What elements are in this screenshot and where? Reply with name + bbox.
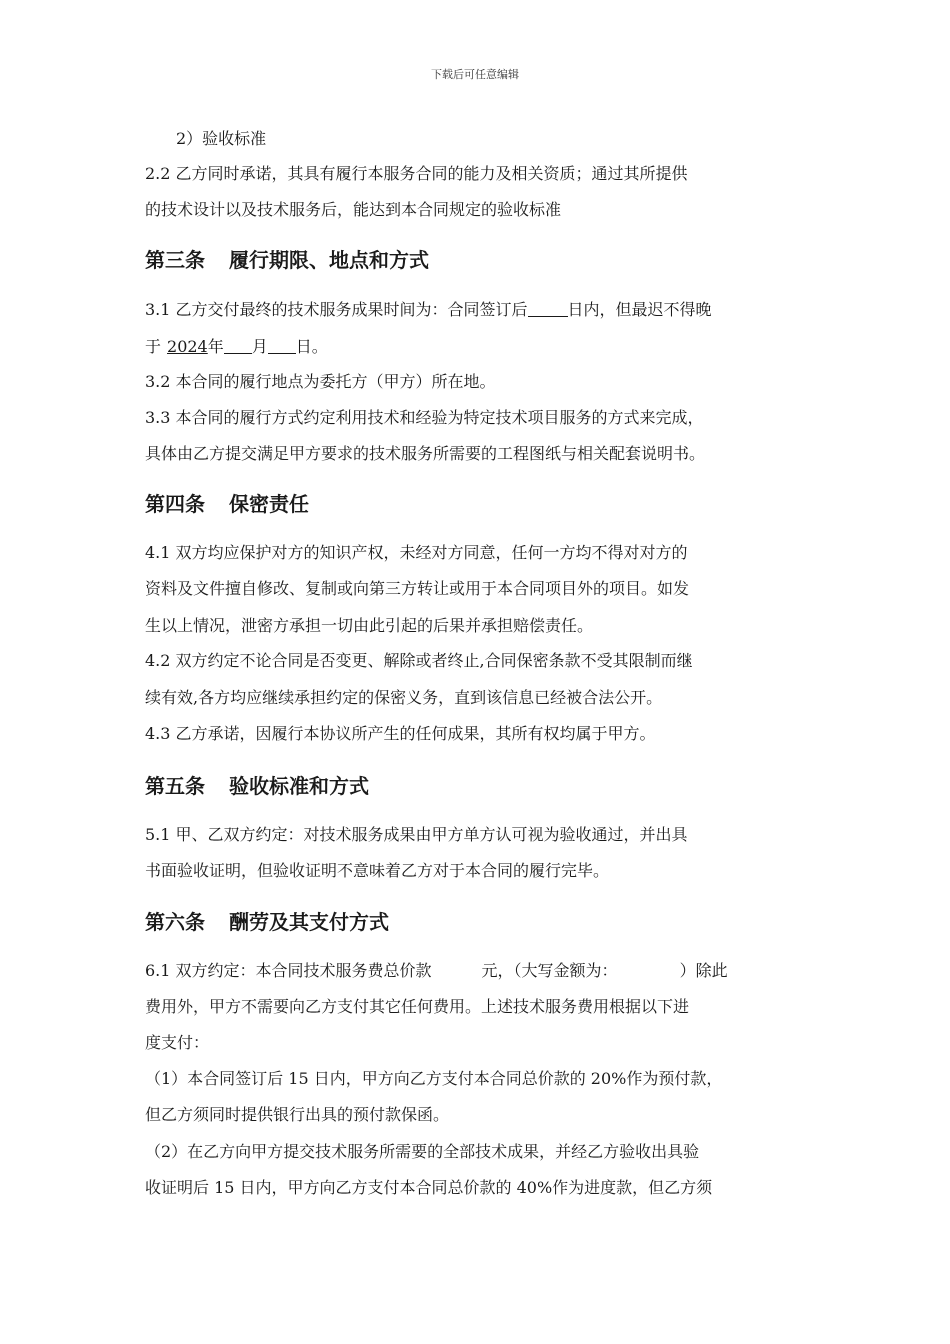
section-title: 酬劳及其支付方式 [229,910,389,934]
section-heading-5 [145,773,369,799]
page-header: 下载后可任意编辑 [431,68,519,81]
text-line [145,960,728,982]
text-line: （1）本合同签订后 15 日内，甲方向乙方支付本合同总价款的 20%作为预付款， [145,1069,723,1088]
section-heading-6 [145,909,389,935]
text-line: 的技术设计以及技术服务后，能达到本合同规定的验收标准 [145,200,562,219]
text-segment: 于 [145,337,162,356]
text-segment: 3.1 乙方交付最终的技术服务成果时间为：合同签订后 [145,300,528,319]
text-line: 费用外，甲方不需要向乙方支付其它任何费用。上述技术服务费用根据以下进 [145,997,690,1016]
section-title: 保密责任 [229,492,309,516]
text-line: 2.2 乙方同时承诺，其具有履行本服务合同的能力及相关资质；通过其所提供 [145,164,688,183]
section-title: 验收标准和方式 [229,774,369,798]
fill-blank [528,300,568,317]
text-segment: 日内，但最迟不得晚 [567,300,712,319]
text-segment: 日。 [295,337,328,356]
text-line: 3.2 本合同的履行地点为委托方（甲方）所在地。 [145,372,496,391]
text-line: 2）验收标准 [176,129,267,148]
section-number: 第五条 [145,774,205,798]
text-line: 资料及文件擅自修改、复制或向第三方转让或用于本合同项目外的项目。如发 [145,579,690,598]
text-line: 书面验收证明，但验收证明不意味着乙方对于本合同的履行完毕。 [145,861,610,880]
section-number: 第四条 [145,492,205,516]
text-line: 5.1 甲、乙双方约定：对技术服务成果由甲方单方认可视为验收通过，并出具 [145,825,688,844]
section-heading-3 [145,247,429,273]
text-segment: 月 [251,337,268,356]
text-segment: 年 [207,337,224,356]
text-line: 4.2 双方约定不论合同是否变更、解除或者终止,合同保密条款不受其限制而继 [145,651,693,670]
year-value: 2024 [167,337,208,356]
section-heading-4 [145,491,309,517]
text-line: 3.3 本合同的履行方式约定利用技术和经验为特定技术项目服务的方式来完成， [145,408,704,427]
text-line [145,336,328,358]
text-line: 4.1 双方均应保护对方的知识产权，未经对方同意，任何一方均不得对对方的 [145,543,688,562]
text-line: 具体由乙方提交满足甲方要求的技术服务所需要的工程图纸与相关配套说明书。 [145,444,706,463]
fill-blank [224,337,252,354]
text-line [145,299,712,321]
text-line: 生以上情况，泄密方承担一切由此引起的后果并承担赔偿责任。 [145,616,594,635]
text-line: 续有效,各方均应继续承担约定的保密义务，直到该信息已经被合法公开。 [145,688,663,707]
fill-blank [268,337,296,354]
text-segment: ）除此 [679,961,728,980]
text-line: （2）在乙方向甲方提交技术服务所需要的全部技术成果，并经乙方验收出具验 [145,1142,700,1161]
text-line: 度支付： [145,1033,210,1052]
text-line: 收证明后 15 日内，甲方向乙方支付本合同总价款的 40%作为进度款，但乙方须 [145,1178,713,1197]
text-line: 4.3 乙方承诺，因履行本协议所产生的任何成果，其所有权均属于甲方。 [145,724,656,743]
section-number: 第六条 [145,910,205,934]
section-number: 第三条 [145,248,205,272]
text-segment: 元，（大写金额为： [481,961,618,980]
text-segment: 6.1 双方约定：本合同技术服务费总价款 [145,961,432,980]
text-line: 但乙方须同时提供银行出具的预付款保函。 [145,1105,450,1124]
section-title: 履行期限、地点和方式 [229,248,429,272]
